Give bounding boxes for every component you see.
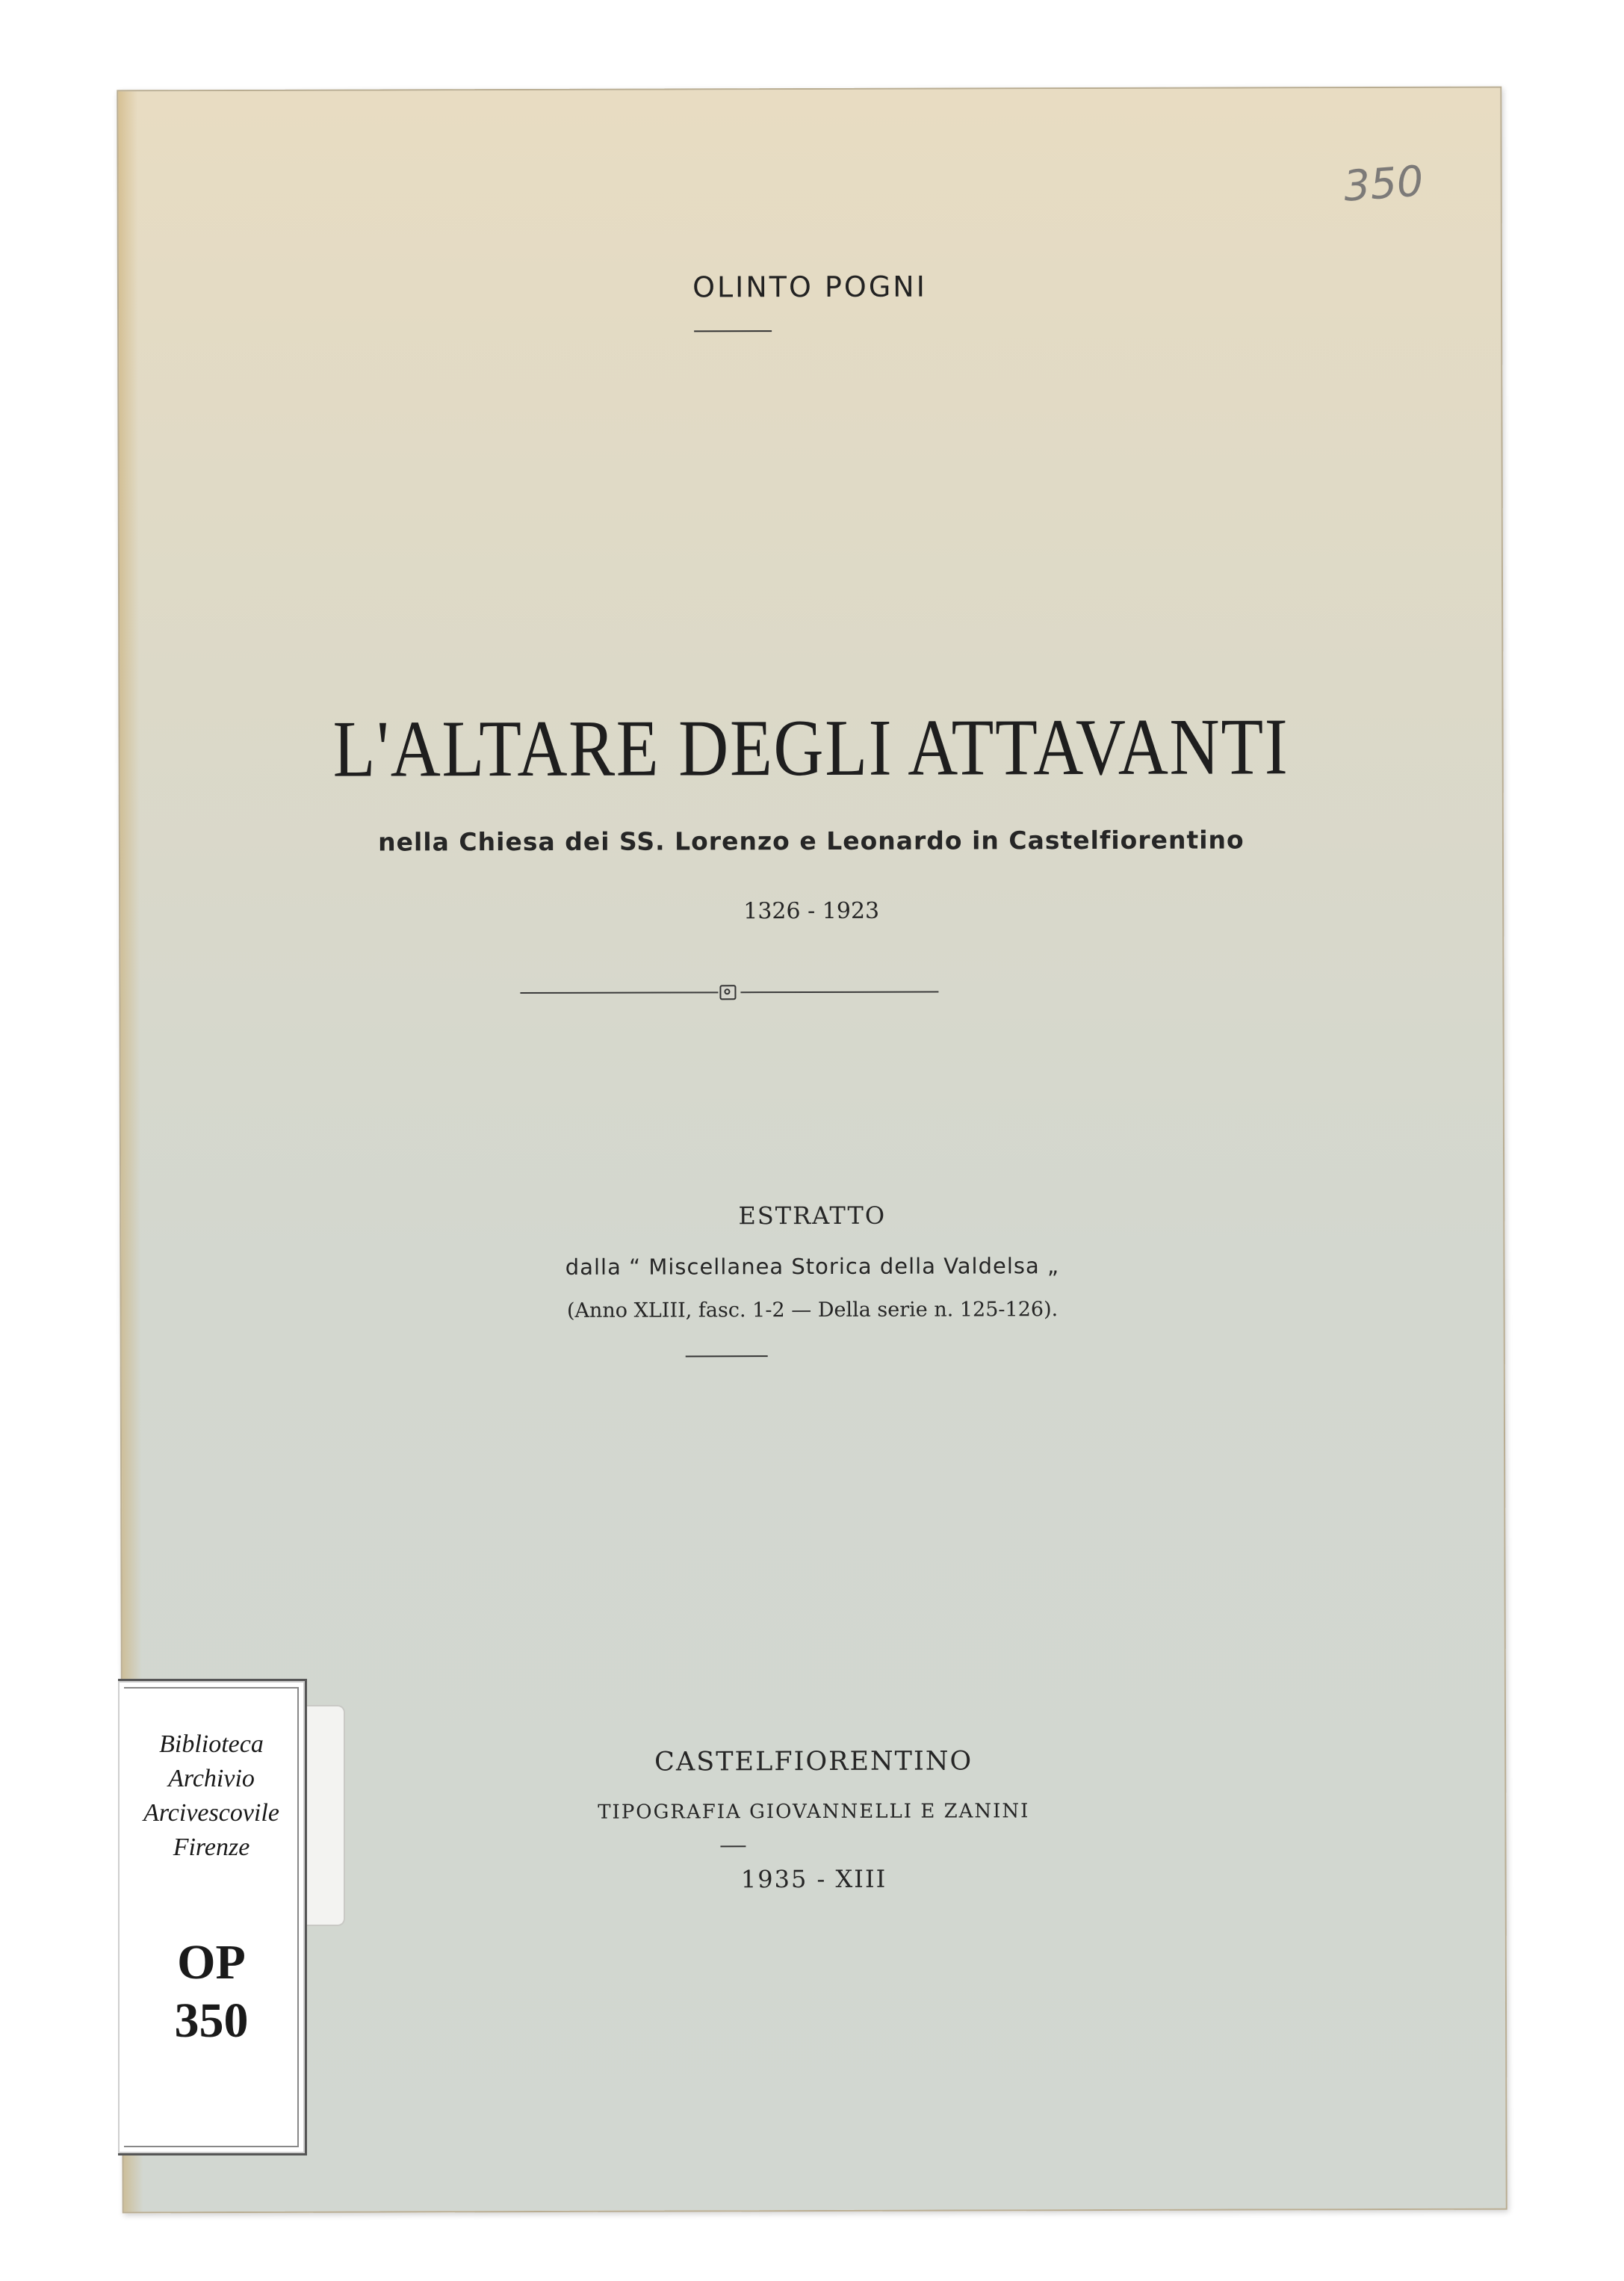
shelfmark (118, 1934, 305, 2050)
ornamental-divider (520, 983, 938, 1002)
divider-line-right (740, 991, 938, 994)
imprint-year: 1935 - XIII (740, 1864, 887, 1894)
extract-issue: (Anno XLIII, fasc. 1-2 — Della serie n. 125-126). (566, 1298, 1059, 1322)
library-line: Archivio (168, 1765, 255, 1792)
shelfmark-prefix: OP (177, 1935, 246, 1990)
library-label (118, 1679, 307, 2155)
label-tab (305, 1705, 345, 1926)
author-name: OLINTO POGNI (692, 270, 927, 304)
library-line: Arcivescovile (143, 1799, 279, 1827)
library-name (118, 1727, 305, 1865)
cover-subtitle: nella Chiesa dei SS. Lorenzo e Leonardo in Castelfiorentino (378, 825, 1245, 857)
imprint-rule (720, 1845, 746, 1847)
handwritten-number: 350 (1342, 157, 1425, 211)
imprint-place: CASTELFIORENTINO (654, 1746, 973, 1777)
extract-source: dalla “ Miscellanea Storica della Valdelsa „ (565, 1253, 1060, 1280)
divider-line-left (520, 991, 718, 994)
extract-rule (686, 1355, 768, 1357)
extract-heading: ESTRATTO (738, 1201, 887, 1231)
imprint-printer: TIPOGRAFIA GIOVANNELLI E ZANINI (598, 1800, 1030, 1824)
shelfmark-number: 350 (174, 1993, 249, 2048)
library-line: Biblioteca (159, 1730, 264, 1758)
date-range: 1326 - 1923 (743, 897, 880, 925)
library-line: Firenze (173, 1833, 250, 1861)
divider-ornament-icon (719, 985, 736, 1000)
author-rule (694, 330, 772, 332)
cover-title: L'ALTARE DEGLI ATTAVANTI (332, 702, 1289, 794)
